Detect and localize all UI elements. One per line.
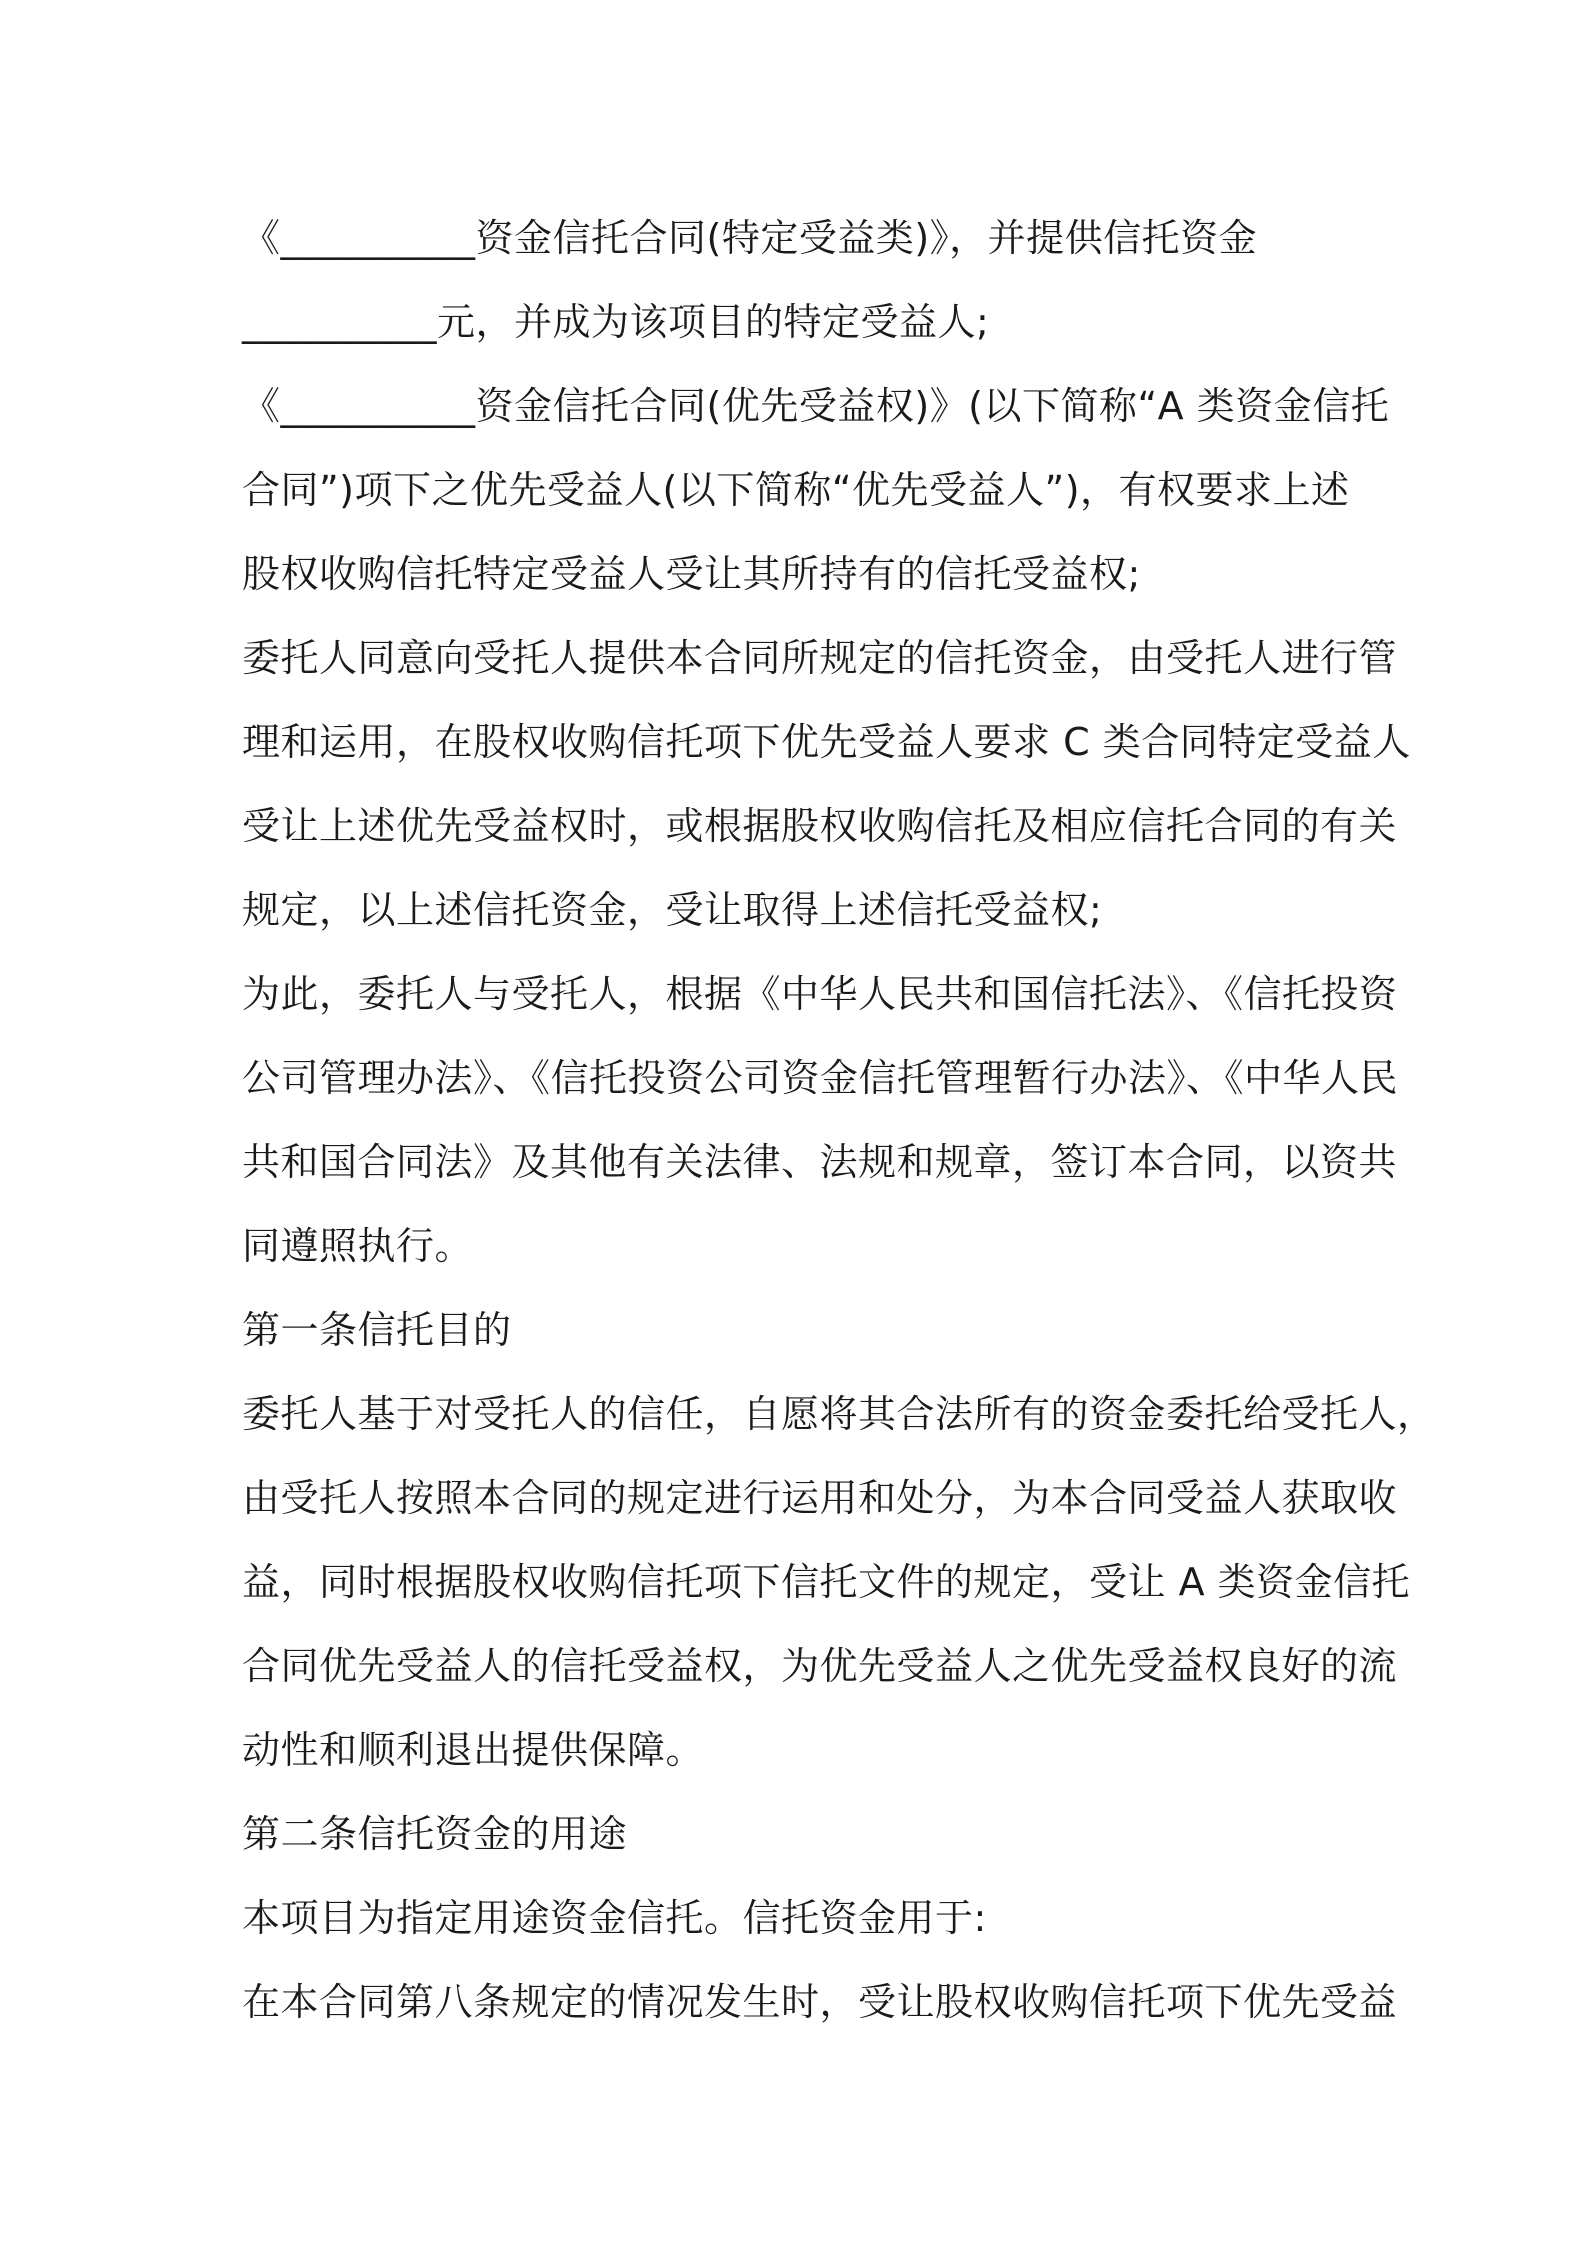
- text-line-1: 《__________资金信托合同(特定受益类)》，并提供信托资金: [242, 216, 1258, 260]
- text-line-8: 受让上述优先受益权时，或根据股权收购信托及相应信托合同的有关: [242, 804, 1398, 848]
- text-line-2: __________元，并成为该项目的特定受益人;: [242, 300, 990, 344]
- text-line-13: 同遵照执行。: [242, 1224, 474, 1268]
- text-line-10: 为此，委托人与受托人，根据《中华人民共和国信托法》、《信托投资: [242, 972, 1398, 1016]
- text-line-16: 由受托人按照本合同的规定进行运用和处分，为本合同受益人获取收: [242, 1476, 1398, 1520]
- text-line-17: 益，同时根据股权收购信托项下信托文件的规定，受让 A 类资金信托: [242, 1560, 1411, 1604]
- document-body: [242, 196, 1436, 2044]
- section-heading-article-1: 第一条信托目的: [242, 1308, 512, 1352]
- text-line-12: 共和国合同法》及其他有关法律、法规和规章，签订本合同，以资共: [242, 1140, 1398, 1184]
- text-line-6: 委托人同意向受托人提供本合同所规定的信托资金，由受托人进行管: [242, 636, 1398, 680]
- text-line-5: 股权收购信托特定受益人受让其所持有的信托受益权;: [242, 552, 1141, 596]
- text-line-4: 合同”)项下之优先受益人(以下简称“优先受益人”)，有权要求上述: [242, 468, 1350, 512]
- text-line-22: 在本合同第八条规定的情况发生时，受让股权收购信托项下优先受益: [242, 1980, 1398, 2024]
- section-heading-article-2: 第二条信托资金的用途: [242, 1812, 628, 1856]
- text-line-18: 合同优先受益人的信托受益权，为优先受益人之优先受益权良好的流: [242, 1644, 1398, 1688]
- text-line-19: 动性和顺利退出提供保障。: [242, 1728, 705, 1772]
- text-line-21: 本项目为指定用途资金信托。信托资金用于:: [242, 1896, 987, 1940]
- text-line-3: 《__________资金信托合同(优先受益权)》(以下简称“A 类资金信托: [242, 384, 1390, 428]
- text-line-7: 理和运用，在股权收购信托项下优先受益人要求 C 类合同特定受益人: [242, 720, 1411, 764]
- text-line-11: 公司管理办法》、《信托投资公司资金信托管理暂行办法》、《中华人民: [242, 1056, 1399, 1100]
- text-line-9: 规定，以上述信托资金，受让取得上述信托受益权;: [242, 888, 1103, 932]
- text-line-15: 委托人基于对受托人的信任，自愿将其合法所有的资金委托给受托人，: [242, 1392, 1436, 1436]
